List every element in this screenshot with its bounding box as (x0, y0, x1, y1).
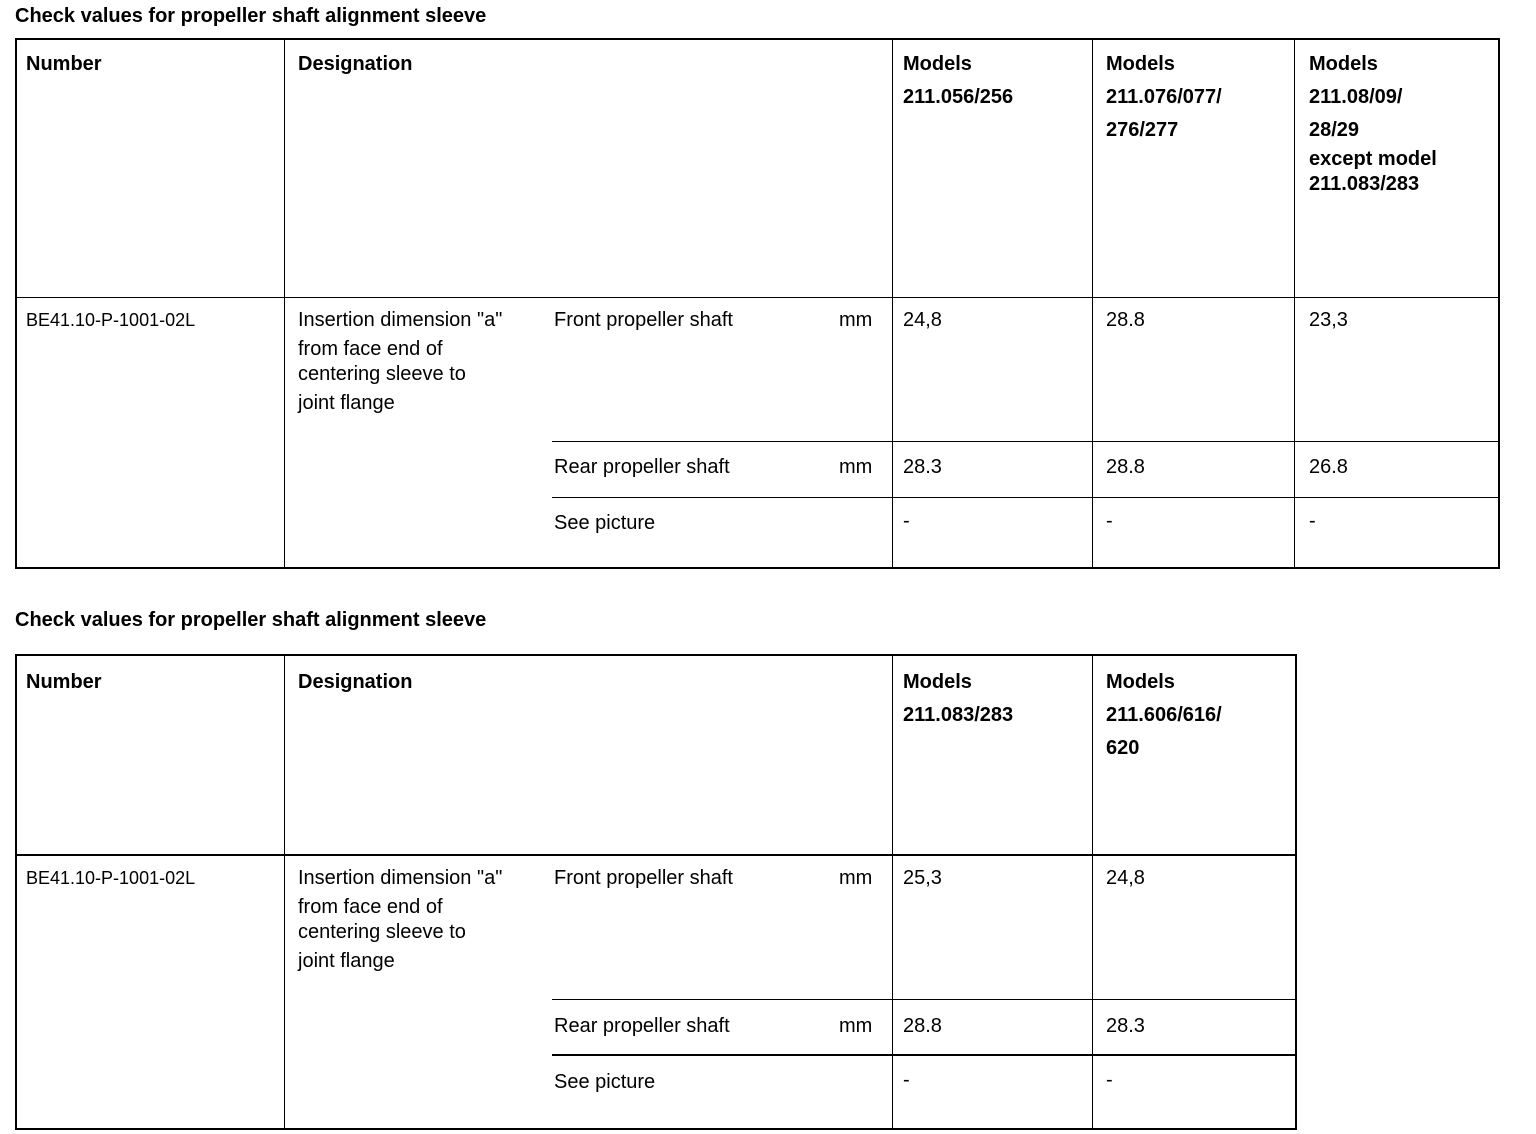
value-rear-2: 28.8 (1106, 456, 1145, 478)
grid-line (892, 656, 893, 1128)
value-picture-1: - (903, 1069, 910, 1091)
header-models-2: Models 211.076/077/ 276/277 (1106, 53, 1222, 141)
row-number: BE41.10-P-1001-02L (26, 310, 196, 330)
header-models-3: Models 211.08/09/ 28/29 except model 211.083/283 (1309, 53, 1437, 195)
header-models-1: Models 211.056/256 (903, 53, 1014, 108)
value-picture-2: - (1106, 1069, 1113, 1091)
subrow-label-rear: Rear propeller shaft (554, 1015, 730, 1037)
value-front-1: 25,3 (903, 867, 942, 889)
grid-line (552, 999, 1295, 1000)
header-designation: Designation (298, 53, 413, 75)
subrow-label-front: Front propeller shaft (554, 309, 733, 331)
grid-line (552, 1054, 1295, 1056)
table2 (15, 654, 1297, 1130)
grid-line (1092, 40, 1093, 567)
subrow-label-rear: Rear propeller shaft (554, 456, 730, 478)
value-rear-3: 26.8 (1309, 456, 1348, 478)
grid-line (552, 497, 1498, 498)
subrow-label-picture: See picture (554, 512, 656, 534)
grid-line (892, 40, 893, 567)
subrow-unit-rear: mm (839, 1015, 873, 1037)
value-picture-3: - (1309, 510, 1316, 532)
header-number: Number (26, 671, 102, 693)
grid-line (284, 40, 285, 567)
row-designation: Insertion dimension "a" from face end of centering sleeve to joint flange (298, 309, 503, 414)
subrow-label-front: Front propeller shaft (554, 867, 733, 889)
subrow-unit-rear: mm (839, 456, 873, 478)
grid-line (1092, 656, 1093, 1128)
value-rear-2: 28.3 (1106, 1015, 1145, 1037)
row-designation: Insertion dimension "a" from face end of centering sleeve to joint flange (298, 867, 503, 972)
value-picture-2: - (1106, 510, 1113, 532)
value-front-2: 24,8 (1106, 867, 1145, 889)
grid-line (17, 854, 1295, 856)
grid-line (17, 297, 1498, 298)
grid-line (284, 656, 285, 1128)
table1 (15, 38, 1500, 569)
table2-title: Check values for propeller shaft alignment sleeve (15, 609, 487, 631)
value-front-2: 28.8 (1106, 309, 1145, 331)
subrow-unit-front: mm (839, 867, 873, 889)
grid-line (552, 441, 1498, 442)
table1-title: Check values for propeller shaft alignment sleeve (15, 5, 487, 27)
header-designation: Designation (298, 671, 413, 693)
subrow-unit-front: mm (839, 309, 873, 331)
grid-line (1294, 40, 1295, 567)
header-number: Number (26, 53, 102, 75)
value-front-1: 24,8 (903, 309, 942, 331)
value-rear-1: 28.3 (903, 456, 942, 478)
header-models-1: Models 211.083/283 (903, 671, 1014, 726)
subrow-label-picture: See picture (554, 1071, 656, 1093)
header-models-2: Models 211.606/616/ 620 (1106, 671, 1222, 759)
row-number: BE41.10-P-1001-02L (26, 868, 196, 888)
value-rear-1: 28.8 (903, 1015, 942, 1037)
value-front-3: 23,3 (1309, 309, 1348, 331)
value-picture-1: - (903, 510, 910, 532)
